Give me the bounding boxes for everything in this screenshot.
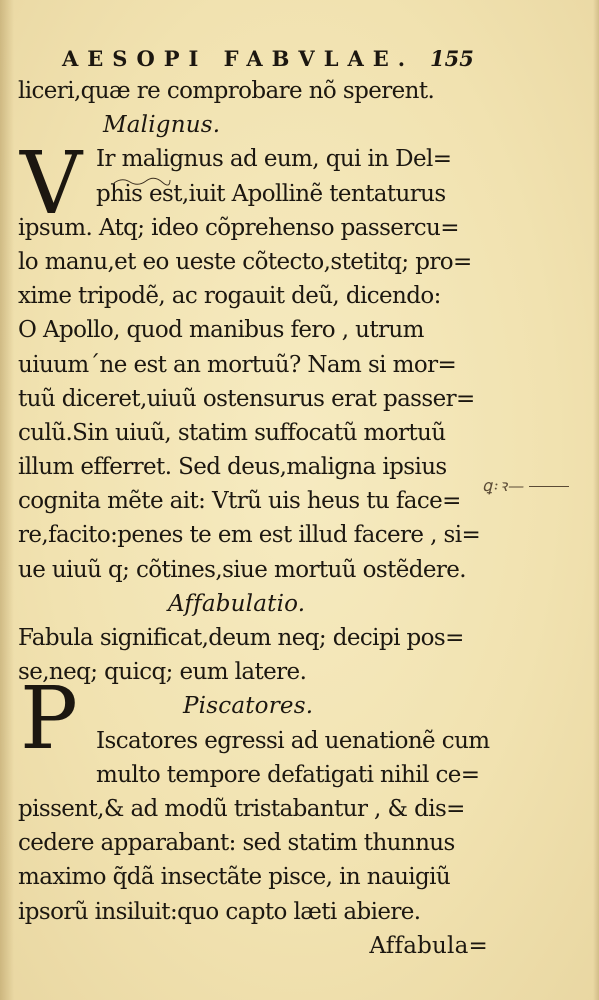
drop-cap-v: V: [20, 134, 83, 234]
catchword: Affabula=: [369, 932, 488, 959]
text-line: lo manu,et eo ueste cõtecto,stetitq; pro=: [18, 248, 472, 275]
text-line: xime tripodẽ, ac rogauit deũ, dicendo:: [18, 283, 441, 310]
text-line: maximo q̃dã insectãte pisce, in nauigiũ: [18, 864, 451, 891]
text-line: multo tempore defatigati nihil ce=: [96, 761, 480, 788]
text-line: ipsorũ insiluit:quo capto læti abiere.: [18, 898, 421, 925]
page-edge: [593, 0, 599, 1000]
page-number: 155: [430, 46, 474, 71]
section-heading: Affabulatio.: [168, 590, 306, 617]
margin-annotation: ꝗ꞉ꝛ—: [482, 474, 569, 496]
text-line: liceri,quæ re comprobare nõ sperent.: [18, 78, 435, 104]
gutter-shadow: [0, 0, 14, 1000]
text-line: ipsum. Atq; ideo cõprehenso passercu=: [18, 214, 459, 241]
drop-cap-p: P: [20, 669, 78, 769]
text-line: ue uiuũ q; cõtines,siue mortuũ ostẽdere.: [18, 556, 466, 583]
text-line: tuũ diceret,uiuũ ostensurus erat passer=: [18, 385, 475, 412]
text-line: culũ.Sin uiuũ, statim suffocatũ mortuũ: [18, 419, 446, 446]
text-line: se,neq; quicq; eum latere.: [18, 659, 307, 686]
text-line: Iscatores egressi ad uenationẽ cum: [96, 727, 490, 754]
running-title: AESOPI FABVLAE.: [62, 46, 415, 71]
text-line: phis est,iuit Apollinẽ tentaturus: [96, 180, 446, 207]
text-line: Fabula significat,deum neq; decipi pos=: [18, 625, 464, 651]
text-line: re,facito:penes te em est illud facere , si=: [18, 522, 481, 549]
text-line: illum efferret. Sed deus,maligna ipsius: [18, 454, 447, 481]
section-heading: Malignus.: [103, 112, 221, 139]
section-heading: Piscatores.: [183, 693, 314, 720]
text-line: Ir malignus ad eum, qui in Del=: [96, 146, 452, 173]
text-line: uiuum´ne est an mortuũ? Nam si mor=: [18, 351, 457, 378]
text-line: O Apollo, quod manibus fero , utrum: [18, 317, 424, 344]
text-line: cognita mẽte ait: Vtrũ uis heus tu face=: [18, 488, 461, 515]
text-block: [18, 74, 488, 963]
text-line: pissent,& ad modũ tristabantur , & dis=: [18, 795, 465, 822]
text-line: cedere apparabant: sed statim thunnus: [18, 830, 455, 857]
